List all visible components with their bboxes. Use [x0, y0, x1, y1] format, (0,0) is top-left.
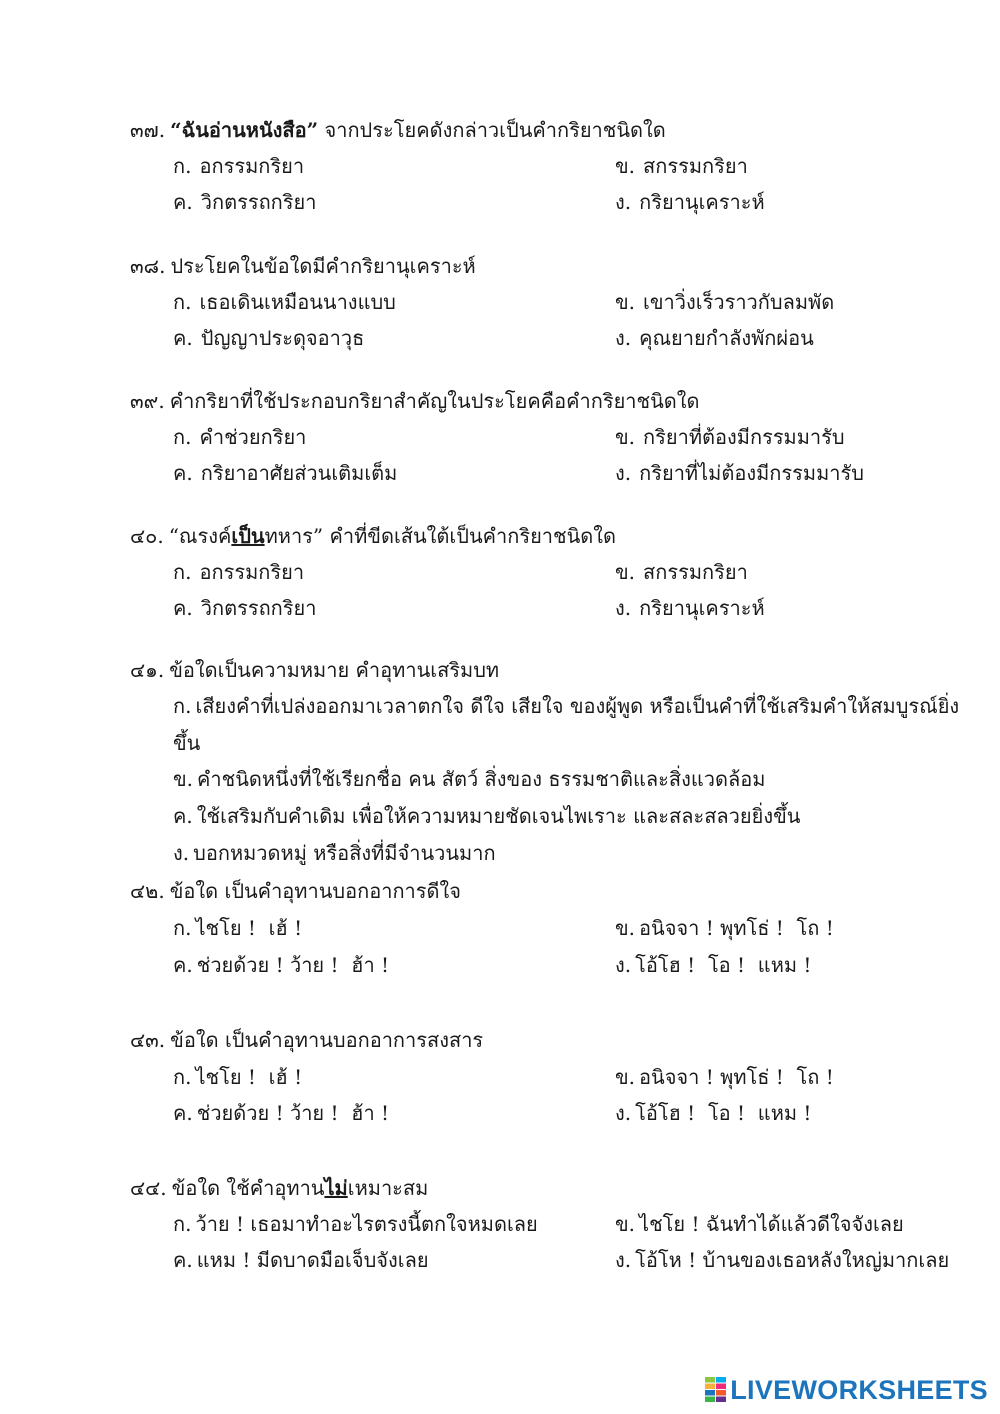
question-41 — [130, 652, 960, 872]
option-text: ว้าย ! เธอมาทำอะไรตรงนี้ตกใจหมดเลย — [195, 1212, 538, 1236]
question-stem — [130, 383, 960, 419]
option-c[interactable] — [173, 455, 615, 491]
question-number: ๓๗. — [130, 118, 166, 142]
stem-text: คำกริยาที่ใช้ประกอบกริยาสำคัญในประโยคคือคำกริยาชนิดใด — [169, 389, 700, 413]
liveworksheets-logo-icon — [705, 1377, 727, 1403]
option-letter: ง. — [615, 326, 632, 350]
option-letter: ข. — [615, 1212, 636, 1236]
option-letter: ก. — [173, 694, 192, 718]
option-c[interactable] — [173, 590, 615, 626]
underlined-word: เป็น — [231, 524, 265, 548]
question-42 — [130, 873, 960, 984]
underlined-word: ไม่ — [324, 1176, 348, 1200]
option-letter: ข. — [615, 154, 636, 178]
option-letter: ง. — [615, 1101, 632, 1125]
question-number: ๓๙. — [130, 389, 165, 413]
option-text: วิกตรรถกริยา — [200, 596, 317, 620]
option-c[interactable] — [173, 184, 615, 220]
question-number: ๔๐. — [130, 524, 164, 548]
option-a[interactable] — [173, 910, 615, 947]
options — [173, 1059, 960, 1131]
option-letter: ค. — [173, 326, 193, 350]
option-letter: ค. — [173, 953, 193, 977]
stem-text: ข้อใด ใช้คำอุทาน — [171, 1176, 325, 1200]
question-number: ๓๘. — [130, 254, 166, 278]
question-40 — [130, 518, 960, 626]
option-text: ไชโย ! เฮ้ ! — [195, 916, 303, 940]
option-b[interactable] — [615, 554, 960, 590]
option-b[interactable] — [615, 148, 960, 184]
option-text: ไชโย ! เฮ้ ! — [195, 1065, 303, 1089]
option-a[interactable] — [173, 688, 960, 761]
option-text: ช่วยด้วย ! ว้าย ! ฮ้า ! — [196, 953, 390, 977]
option-b[interactable] — [615, 1206, 960, 1242]
option-letter: ค. — [173, 596, 193, 620]
option-letter: ก. — [173, 154, 192, 178]
option-d[interactable] — [615, 1242, 960, 1278]
option-text: ปัญญาประดุจอาวุธ — [200, 326, 365, 350]
option-letter: ข. — [615, 916, 636, 940]
option-text: คำชนิดหนึ่งที่ใช้เรียกชื่อ คน สัตว์ สิ่งของ ธรรมชาติและสิ่งแวดล้อม — [197, 767, 766, 792]
question-stem — [130, 518, 960, 554]
option-d[interactable] — [615, 184, 960, 220]
option-b[interactable] — [615, 419, 960, 455]
option-letter: ข. — [615, 560, 636, 584]
option-text: กริยาที่ต้องมีกรรมมารับ — [643, 425, 845, 449]
option-letter: ง. — [615, 190, 632, 214]
option-letter: ข. — [173, 767, 194, 792]
question-37 — [130, 112, 960, 220]
stem-text: ข้อใดเป็นความหมาย คำอุทานเสริมบท — [169, 658, 500, 682]
option-letter: ก. — [173, 1065, 192, 1089]
option-letter: ก. — [173, 560, 192, 584]
option-letter: ค. — [173, 804, 193, 829]
option-d[interactable] — [615, 590, 960, 626]
option-letter: ง. — [615, 461, 632, 485]
option-letter: ค. — [173, 1101, 193, 1125]
stem-text: ทหาร” คำที่ขีดเส้นใต้เป็นคำกริยาชนิดใด — [264, 524, 617, 548]
option-c[interactable] — [173, 1242, 615, 1278]
option-text: คำช่วยกริยา — [199, 425, 307, 449]
option-text: ใช้เสริมกับคำเดิม เพื่อให้ความหมายชัดเจนไพเราะ และสละสลวยยิ่งขึ้น — [196, 804, 801, 829]
option-letter: ก. — [173, 1212, 192, 1236]
option-text: วิกตรรถกริยา — [200, 190, 317, 214]
options — [173, 688, 960, 872]
question-stem — [130, 248, 960, 284]
option-c[interactable] — [173, 798, 960, 835]
options — [173, 284, 960, 356]
option-text: แหม ! มีดบาดมือเจ็บจังเลย — [196, 1248, 429, 1272]
stem-text: “ณรงค์ — [168, 524, 232, 548]
option-text: บอกหมวดหมู่ หรือสิ่งที่มีจำนวนมาก — [193, 840, 496, 865]
question-stem — [130, 112, 960, 148]
stem-text: เหมาะสม — [347, 1176, 429, 1200]
option-b[interactable] — [173, 761, 960, 798]
option-c[interactable] — [173, 320, 615, 356]
question-number: ๔๓. — [130, 1028, 166, 1052]
option-letter: ข. — [615, 1065, 636, 1089]
option-c[interactable] — [173, 1095, 615, 1131]
option-text: ช่วยด้วย ! ว้าย ! ฮ้า ! — [196, 1101, 390, 1125]
option-text: กริยาที่ไม่ต้องมีกรรมมารับ — [639, 461, 864, 485]
question-stem — [130, 652, 960, 688]
option-text: กริยานุเคราะห์ — [639, 596, 765, 620]
option-text: โอ้โฮ ! โอ ! แหม ! — [635, 1101, 812, 1125]
option-a[interactable] — [173, 284, 615, 320]
option-text: สกรรมกริยา — [643, 560, 748, 584]
option-letter: ข. — [615, 425, 636, 449]
question-43 — [130, 1022, 960, 1131]
options — [173, 419, 960, 491]
option-text: เธอเดินเหมือนนางแบบ — [199, 290, 396, 314]
question-number: ๔๒. — [130, 879, 165, 903]
option-letter: ค. — [173, 190, 193, 214]
option-letter: ง. — [615, 1248, 632, 1272]
stem-text: ข้อใด เป็นคำอุทานบอกอาการดีใจ — [169, 879, 462, 903]
options — [173, 148, 960, 220]
option-b[interactable] — [615, 910, 960, 947]
option-d[interactable] — [615, 320, 960, 356]
option-text: อนิจจา ! พุทโธ่ ! โถ ! — [639, 1065, 834, 1089]
option-a[interactable] — [173, 1206, 615, 1242]
option-letter: ง. — [173, 840, 190, 865]
question-stem — [130, 1170, 960, 1206]
liveworksheets-logo — [705, 1374, 988, 1406]
option-letter: ก. — [173, 290, 192, 314]
option-text: เสียงคำที่เปล่งออกมาเวลาตกใจ ดีใจ เสียใจ ของผู้พูด หรือเป็นคำที่ใช้เสริมคำให้สมบูรณ์ยิ่งขึ้น — [173, 694, 960, 755]
question-44 — [130, 1170, 960, 1278]
option-a[interactable] — [173, 419, 615, 455]
option-d[interactable] — [615, 1095, 960, 1131]
option-b[interactable] — [615, 284, 960, 320]
option-d[interactable] — [173, 835, 960, 872]
option-letter: ข. — [615, 290, 636, 314]
option-a[interactable] — [173, 554, 615, 590]
option-text: กริยาอาศัยส่วนเติมเต็ม — [200, 461, 398, 485]
option-a[interactable] — [173, 148, 615, 184]
question-39 — [130, 383, 960, 491]
option-text: ไชโย ! ฉันทำได้แล้วดีใจจังเลย — [639, 1212, 904, 1236]
question-number: ๔๑. — [130, 658, 165, 682]
question-stem — [130, 873, 960, 910]
options — [173, 910, 960, 984]
options — [173, 1206, 960, 1278]
question-38 — [130, 248, 960, 356]
option-letter: ก. — [173, 425, 192, 449]
stem-text: ประโยคในข้อใดมีคำกริยานุเคราะห์ — [170, 254, 476, 278]
option-text: โอ้โฮ ! โอ ! แหม ! — [635, 953, 812, 977]
option-letter: ค. — [173, 461, 193, 485]
option-text: อกรรมกริยา — [199, 560, 305, 584]
option-c[interactable] — [173, 947, 615, 984]
option-letter: ค. — [173, 1248, 193, 1272]
quoted-sentence: “ฉันอ่านหนังสือ” — [170, 118, 319, 142]
option-letter: ก. — [173, 916, 192, 940]
option-text: เขาวิ่งเร็วราวกับลมพัด — [643, 290, 835, 314]
option-text: โอ้โห ! บ้านของเธอหลังใหญ่มากเลย — [635, 1248, 950, 1272]
question-number: ๔๔. — [130, 1176, 167, 1200]
option-text: อกรรมกริยา — [199, 154, 305, 178]
option-letter: ง. — [615, 596, 632, 620]
options — [173, 554, 960, 626]
brand-text: LIVEWORKSHEETS — [730, 1374, 988, 1405]
option-d[interactable] — [615, 947, 960, 984]
option-letter: ง. — [615, 953, 632, 977]
option-d[interactable] — [615, 455, 960, 491]
option-text: สกรรมกริยา — [643, 154, 748, 178]
option-text: กริยานุเคราะห์ — [639, 190, 765, 214]
option-text: คุณยายกำลังพักผ่อน — [639, 326, 814, 350]
question-stem — [130, 1022, 960, 1059]
stem-text: จากประโยคดังกล่าวเป็นคำกริยาชนิดใด — [318, 118, 666, 142]
option-b[interactable] — [615, 1059, 960, 1095]
option-a[interactable] — [173, 1059, 615, 1095]
option-text: อนิจจา ! พุทโธ่ ! โถ ! — [639, 916, 834, 940]
stem-text: ข้อใด เป็นคำอุทานบอกอาการสงสาร — [170, 1028, 484, 1052]
